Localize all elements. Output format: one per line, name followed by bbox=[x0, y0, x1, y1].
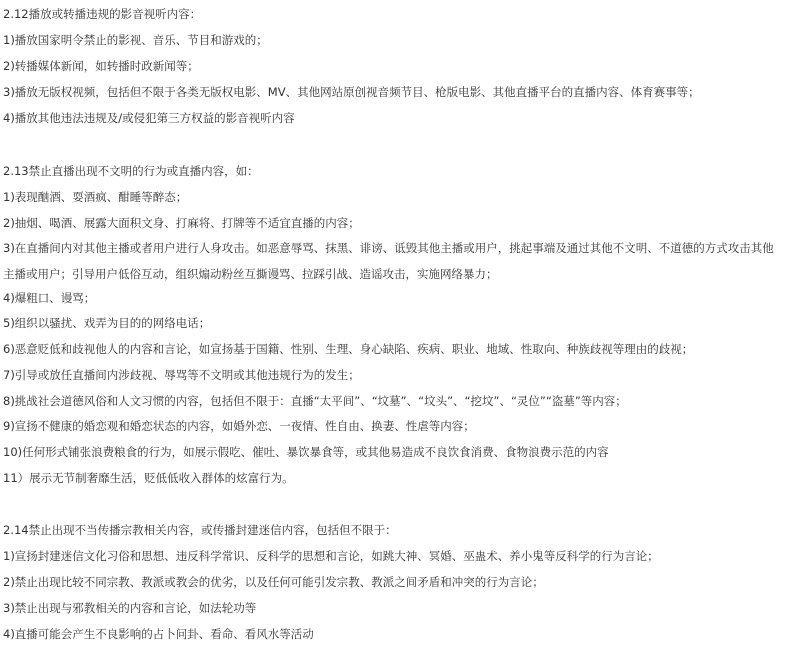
list-item: 3)播放无版权视频，包括但不限于各类无版权电影、MV、其他网站原创视音频节目、枪版电影、其他直播平台的直播内容、体育赛事等； bbox=[3, 85, 700, 99]
list-item: 3)禁止出现与邪教相关的内容和言论，如法轮功等 bbox=[3, 601, 257, 615]
list-item: 4)播放其他违法违规及/或侵犯第三方权益的影音视听内容 bbox=[3, 111, 295, 125]
list-item: 7)引导或放任直播间内涉歧视、辱骂等不文明或其他违规行为的发生； bbox=[3, 368, 360, 382]
list-item: 8)挑战社会道德风俗和人文习惯的内容，包括但不限于：直播“太平间”、“坟墓”、“坟头”、“挖坟”、“灵位”“盗墓”等内容； bbox=[3, 394, 627, 408]
list-item: 1)表现酗酒、耍酒疯、酣睡等醉态； bbox=[3, 190, 188, 204]
list-item: 2)禁止出现比较不同宗教、教派或教会的优劣，以及任何可能引发宗教、教派之间矛盾和冲突的行为言论； bbox=[3, 575, 544, 589]
list-item: 4)直播可能会产生不良影响的占卜问卦、看命、看风水等活动 bbox=[3, 627, 314, 641]
section-heading-2-12: 2.12播放或转播违规的影音视听内容： bbox=[3, 7, 202, 21]
section-heading-2-13: 2.13禁止直播出现不文明的行为或直播内容，如： bbox=[3, 164, 259, 178]
list-item: 2)转播媒体新闻，如转播时政新闻等； bbox=[3, 59, 199, 73]
list-item: 1)播放国家明令禁止的影视、音乐、节目和游戏的； bbox=[3, 33, 268, 47]
list-item: 5)组织以骚扰、戏弄为目的的网络电话； bbox=[3, 316, 211, 330]
section-heading-2-14: 2.14禁止出现不当传播宗教相关内容，或传播封建迷信内容，包括但不限于： bbox=[3, 523, 397, 537]
list-item: 1)宣扬封建迷信文化习俗和思想、违反科学常识、反科学的思想和言论，如跳大神、冥婚、巫蛊术、养小鬼等反科学的行为言论； bbox=[3, 549, 659, 563]
list-item: 10)任何形式铺张浪费粮食的行为，如展示假吃、催吐、暴饮暴食等，或其他易造成不良饮食消费、食物浪费示范的内容 bbox=[3, 445, 609, 459]
list-item: 4)爆粗口、谩骂； bbox=[3, 291, 96, 305]
list-item: 6)恶意贬低和歧视他人的内容和言论，如宣扬基于国籍、性别、生理、身心缺陷、疾病、职业、地域、性取向、种族歧视等理由的歧视； bbox=[3, 342, 694, 356]
list-item: 3)在直播间内对其他主播或者用户进行人身攻击。如恶意辱骂、抹黑、诽谤、诋毁其他主播或用户，挑起事端及通过其他不文明、不道德的方式攻击其他主播或用户；引导用户低俗互动，组织煽动粉丝互撕谩骂、拉踩引战、造谣攻击，实施网络暴力； bbox=[3, 241, 774, 281]
list-item: 2)抽烟、喝酒、展露大面积文身、打麻将、打牌等不适宜直播的内容； bbox=[3, 216, 360, 230]
list-item: 11）展示无节制奢靡生活，贬低低收入群体的炫富行为。 bbox=[3, 471, 294, 485]
list-item: 9)宣扬不健康的婚恋观和婚恋状态的内容，如婚外恋、一夜情、性自由、换妻、性虐等内容； bbox=[3, 419, 475, 433]
